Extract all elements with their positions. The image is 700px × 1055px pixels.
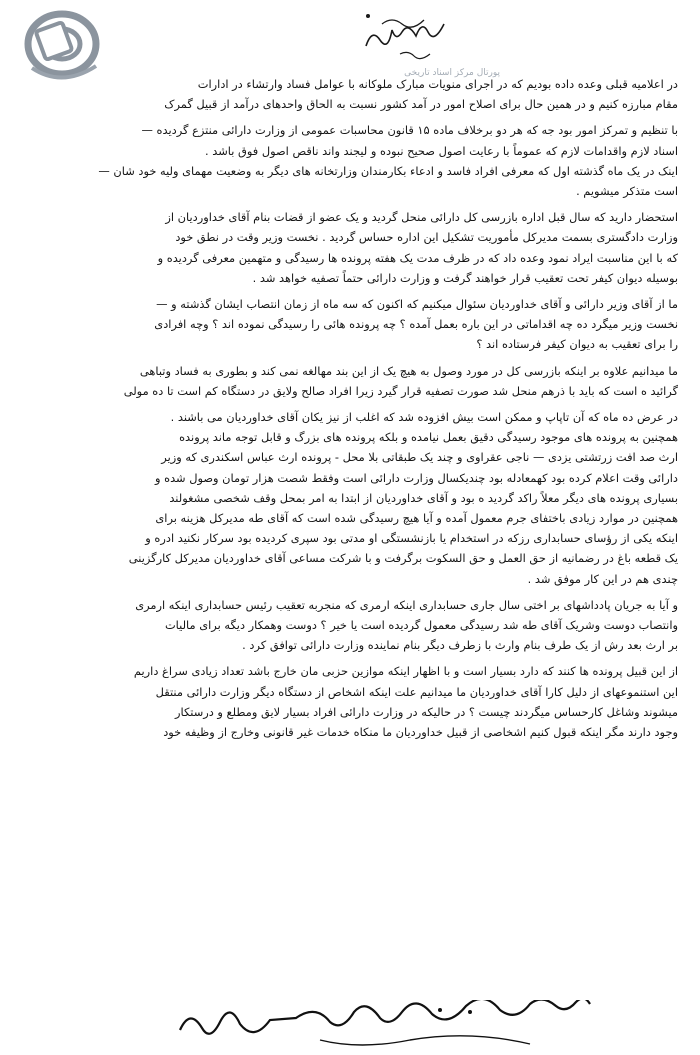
text-line: ما از آقای وزیر دارائی و آقای خداوردیان سئوال میکنیم که اکنون که سه ماه از زمان انتصاب ایشان گذشته و —: [156, 297, 678, 312]
text-line: گرائید ه است که باید با ذرهم منحل شد صورت تصفیه قرار گیرد زیرا افراد صالح ولایق در دستگاه کم است تا ده مولی: [123, 383, 678, 398]
text-line: یک قطعه باغ در رضمانیه از حق العمل و حق السکوت برگرفت و با شرکت مساعی آقای خداوردیان مدیرکل کارگزینی: [128, 551, 678, 566]
text-line: همچنین در موارد زیادی باختفای جرم معمول آمده و آیا هیچ رسیدگی شده است که آقای طه مدیرکل هزینه برای: [155, 511, 678, 526]
text-line: ما میدانیم علاوه بر اینکه بازرسی کل در مورد وصول به هیچ یک از این بند مهالغه نمی کند و بطوری به فساد وتباهی: [139, 363, 678, 378]
text-line: در عرض ده ماه که آن تاپاپ و ممکن است بیش افزوده شد که اغلب از نیز یکان آقای خداوردیان می باشند .: [170, 410, 678, 425]
signature-icon: [170, 1000, 650, 1050]
paragraph: [20, 361, 678, 401]
text-line: با تنظیم و تمرکز امور بود جه که هر دو برخلاف ماده ۱۵ قانون محاسبات عمومی از وزارت دارائی منتزع گردیده —: [141, 123, 678, 138]
text-line: نخست وزیر میگرد ده چه اقداماتی در این باره بعمل آمده ؟ چه پرونده هائی را رسیدگی نموده اند ؟ وچه افرادی: [154, 317, 678, 332]
text-line: استحضار دارید که سال قبل اداره بازرسی کل دارائی منحل گردید و یک عضو از قضات بنام آقای خداوردیان از: [165, 210, 678, 225]
text-line: در اعلامیه قبلی وعده داده بودیم که در اجرای منویات مبارک ملوکانه با عوامل فساد وارتشاء در ادارات: [197, 77, 678, 91]
text-line: چندی هم در این کار موفق شد .: [527, 571, 678, 586]
text-line: وجود دارند مگر اینکه قبول کنیم اشخاصی از قبیل خداوردیان ما منکاه خدمات غیر قانونی وخارج از وظیفه خود: [163, 725, 678, 740]
paragraph: [20, 207, 678, 288]
text-line: از این قبیل پرونده ها کنند که دارد بسیار است و با اظهار اینکه موازین حزبی مان خارج باشد تعداد زیادی سراغ داریم: [133, 664, 678, 679]
text-line: اسناد لازم واقدامات لازم که عموماً با رعایت اصول صحیح نبوده و لیجند واند ناقص اصول فوق باشد .: [205, 143, 678, 158]
text-line: وانتصاب دوست وشریک آقای طه شد رسیدگی معمول گردیده است یا خیر ؟ دوست وهمکار دیگه برای مالیات: [164, 618, 678, 633]
text-line: میشوند وشاغل کارحساس میگردند چیست ؟ در حالیکه در وزارت دارائی افراد بسیار لایق ومطلع و درستکار: [175, 704, 678, 719]
text-line: دارائی وقت اعلام کرده بود کهمعادله بود چندیکسال وزارت دارائی است وفقط شصت هزار تومان وصول شده و: [154, 470, 678, 485]
text-line: را برای تعقیب به دیوان کیفر فرستاده اند ؟: [476, 337, 678, 352]
text-line: مقام مبارزه کنیم و در همین حال برای اصلاح امور در آمد کشور نسبت به الحاق واحدهای درآمد از قبیل گمرک: [164, 97, 678, 112]
text-line: ارث صد افت زرتشتی یزدی — ناجی عقراوی و چند یک طبقاتی بلا محل - پرونده ارث عباس اسکندری که وزیر: [161, 450, 678, 465]
paragraph: [20, 74, 678, 114]
paragraph: [20, 595, 678, 656]
paragraph: [20, 120, 678, 201]
letter-body: [20, 74, 678, 748]
text-line: همچنین به پرونده های موجود رسیدگی دقیق بعمل نیامده و بلکه پرونده های بزرگ و قابل توجه ماند پرونده: [179, 430, 678, 445]
text-line: وزارت دادگستری بسمت مدیرکل مأموریت تشکیل این اداره حساس گردید . نخست وزیر وقت در نطق خود: [175, 230, 678, 245]
paragraph: [20, 407, 678, 589]
text-line: بوسیله دیوان کیفر تحت تعقیب قرار خواهند گرفت و وزارت دارائی حتماً تصفیه خواهد شد .: [252, 270, 678, 285]
text-line: اینکه یکی از رؤسای حسابداری رزکه در استخدام یا بازنشستگی او مدتی بود سپری کردیده بود سرکار نکنید ادره و: [145, 531, 678, 546]
watermark-text: پورتال مرکز اسناد تاریخی: [404, 68, 500, 78]
text-line: اینک در یک ماه گذشته اول که معرفی افراد فاسد و ادعاء بکارمندان وزارتخانه های دیگر به وضعیت مهمای ولیه خود شان —: [98, 163, 678, 178]
paragraph: [20, 661, 678, 742]
text-line: این استنموعهای از دلیل کارا آقای خداوردیان ما میدانیم علت اینکه اشخاص از دستگاه دیگر وزارت دارائی منتقل: [155, 684, 678, 699]
paragraph: [20, 294, 678, 355]
text-line: بسیاری پرونده های دیگر معلاً راکد گردید ه بود و آقای خداوردیان از ابتدا به امر بمحل وقف شخصی مشغولند: [169, 490, 678, 505]
handwritten-note-top-icon: [360, 6, 450, 64]
text-line: است متذکر میشویم .: [576, 184, 678, 199]
text-line: و آیا به جریان پادداشهای بر اختی سال جاری حسابداری اینکه ارمری که منجربه تعقیب رئیس حسابداری اینکه ارمری: [135, 597, 678, 612]
text-line: بر ارث بعد رش از یک طرف بنام وارث با زطرف دیگر بنام نماینده وزارت دارائی توافق کرد .: [242, 638, 678, 653]
text-line: که با این مناسبت ایراد نمود وعده داد که در ظرف مدت یک هفته پرونده ها رسیدگی و متهمین معرفی گردیده و: [157, 250, 678, 265]
